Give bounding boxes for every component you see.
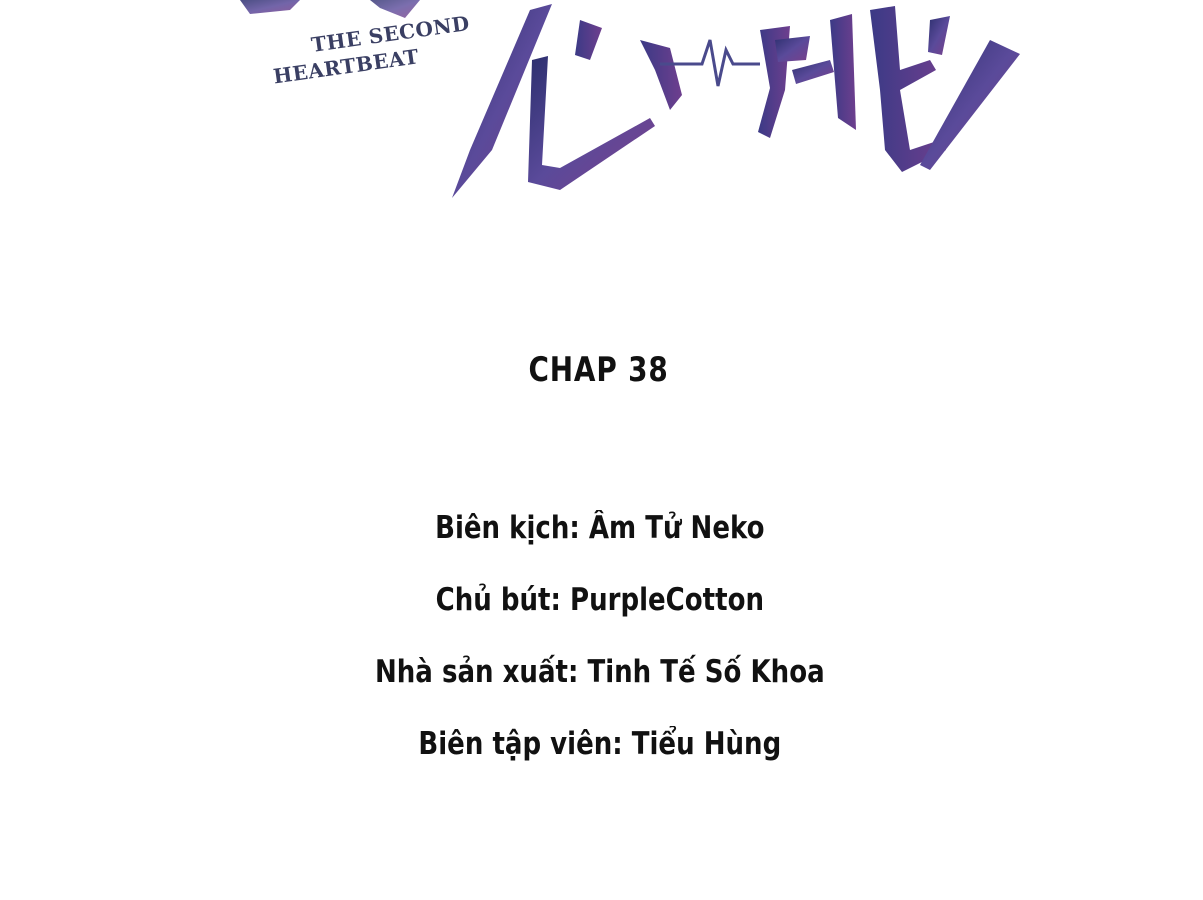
- english-title-line2: HEARTBEAT: [271, 44, 421, 89]
- credit-editor: Biên tập viên: Tiểu Hùng: [418, 726, 782, 762]
- credit-lead-artist: Chủ bút: PurpleCotton: [435, 582, 765, 618]
- english-title-line1: THE SECOND: [309, 10, 472, 57]
- credit-producer: Nhà sản xuất: Tinh Tế Số Khoa: [374, 654, 825, 690]
- credit-scriptwriter: Biên kịch: Âm Tử Neko: [435, 510, 765, 546]
- credits-list: [0, 492, 1203, 780]
- chapter-title: CHAP 38: [528, 350, 669, 390]
